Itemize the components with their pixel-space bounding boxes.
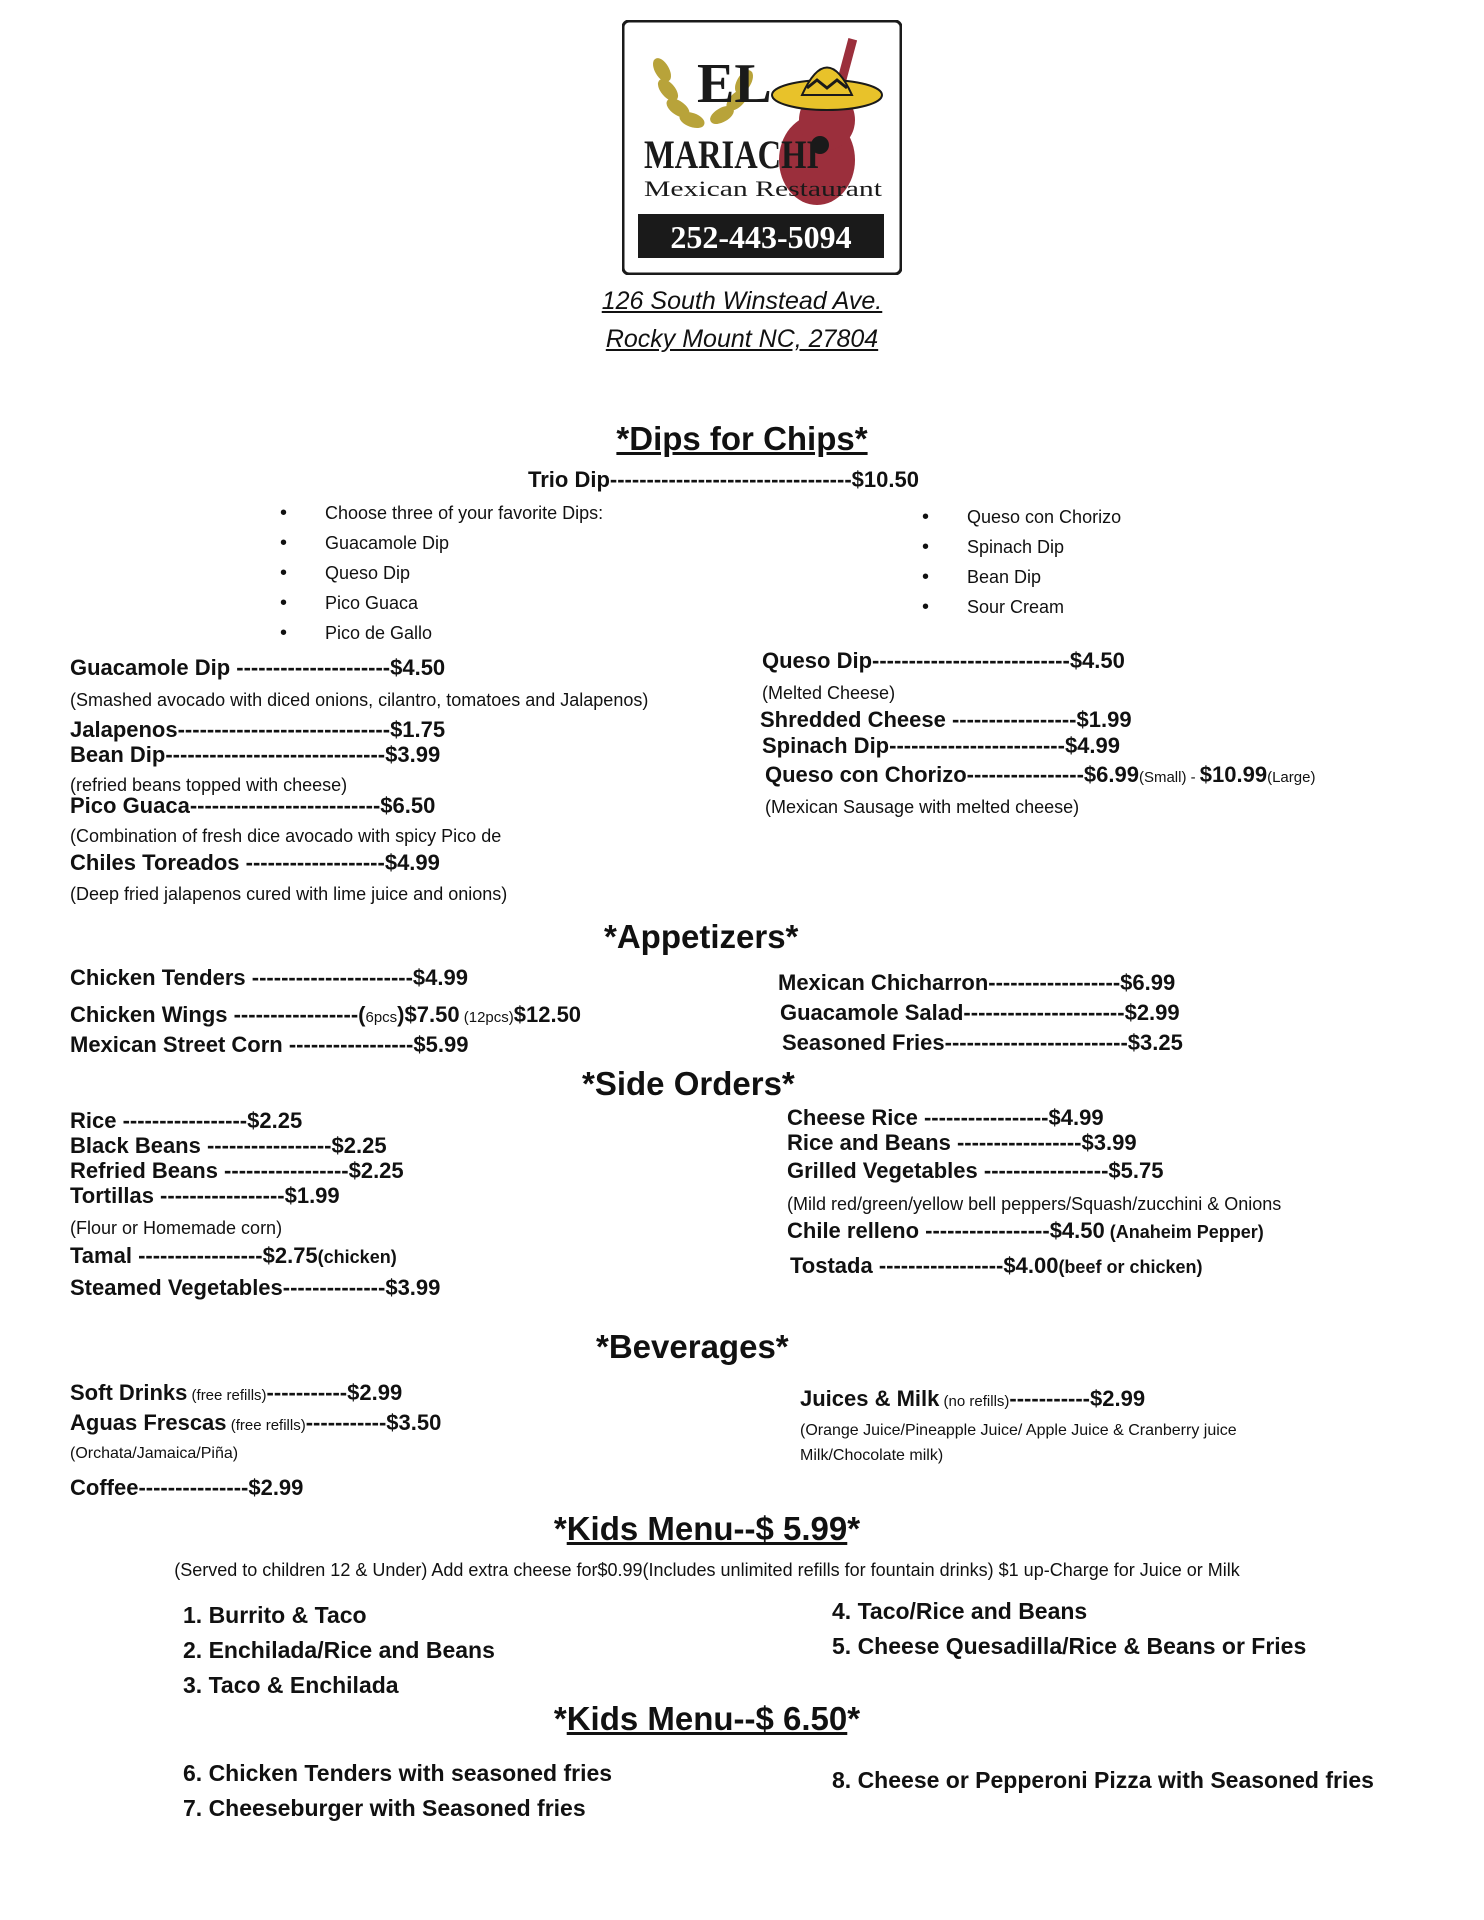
tostada-price: Tostada -----------------$4.00 xyxy=(790,1253,1059,1278)
list-item: • Sour Cream xyxy=(922,592,1121,622)
wings-12-price: $12.50 xyxy=(513,1002,582,1027)
juices-note: (no refills) xyxy=(939,1393,1010,1410)
list-item: • Queso con Chorizo xyxy=(922,502,1121,532)
chiles-note: (Deep fried jalapenos cured with lime juice and onions) xyxy=(70,884,508,904)
relleno-note: (Anaheim Pepper) xyxy=(1104,1222,1264,1242)
aguas-flavors: (Orchata/Jamaica/Piña) xyxy=(70,1445,239,1462)
side-tortillas: Tortillas -----------------$1.99 xyxy=(70,1183,340,1208)
side-grilled-vegetables: Grilled Vegetables -----------------$5.75 xyxy=(787,1158,1164,1183)
wings-6-price: )$7.50 xyxy=(397,1002,460,1027)
pico-note: (Combination of fresh dice avocado with spicy Pico de xyxy=(70,826,502,846)
list-item: • Pico de Gallo xyxy=(280,618,603,648)
kids2-star-left: * xyxy=(553,1700,567,1737)
chorizo-large-label: (Large) xyxy=(1267,769,1316,786)
queso-dip: Queso Dip---------------------------$4.50 xyxy=(762,648,1125,673)
pico-guaca: Pico Guaca--------------------------$6.50 xyxy=(70,793,436,818)
soft-label: Soft Drinks xyxy=(70,1380,188,1405)
kids1-star-left: * xyxy=(553,1510,567,1547)
grilled-note: (Mild red/green/yellow bell peppers/Squash/zucchini & Onions xyxy=(787,1194,1282,1214)
side-rice: Rice -----------------$2.25 xyxy=(70,1108,303,1133)
list-item: • Queso Dip xyxy=(280,558,603,588)
kids-menu-1-heading xyxy=(0,1510,1414,1548)
juices-price: -----------$2.99 xyxy=(1009,1386,1146,1411)
side-chile-relleno xyxy=(787,1218,1264,1244)
shredded-cheese: Shredded Cheese -----------------$1.99 xyxy=(760,707,1132,732)
trio-options-left xyxy=(280,498,603,648)
mexican-street-corn: Mexican Street Corn -----------------$5.99 xyxy=(70,1032,469,1057)
aguas-price: -----------$3.50 xyxy=(305,1410,442,1435)
aguas-frescas xyxy=(70,1410,441,1436)
chicken-wings xyxy=(70,1002,581,1028)
list-item: 7. Cheeseburger with Seasoned fries xyxy=(183,1795,586,1821)
chorizo-large-price: $10.99 xyxy=(1199,762,1268,787)
tortillas-note: (Flour or Homemade corn) xyxy=(70,1218,283,1238)
side-black-beans: Black Beans -----------------$2.25 xyxy=(70,1133,387,1158)
kids-menu-1-left xyxy=(183,1598,495,1703)
kids2-title: Kids Menu--$ 6.50 xyxy=(566,1700,848,1737)
side-refried-beans: Refried Beans -----------------$2.25 xyxy=(70,1158,404,1183)
bean-note: (refried beans topped with cheese) xyxy=(70,775,348,795)
side-tamal xyxy=(70,1243,397,1269)
coffee: Coffee---------------$2.99 xyxy=(70,1475,304,1500)
list-item: 3. Taco & Enchilada xyxy=(183,1672,399,1698)
appetizers-heading: *Appetizers* xyxy=(604,918,799,955)
kids1-title: Kids Menu--$ 5.99 xyxy=(566,1510,848,1547)
list-item: 5. Cheese Quesadilla/Rice & Beans or Fries xyxy=(832,1633,1307,1659)
tamal-note: (chicken) xyxy=(317,1247,397,1267)
juices-options-2: Milk/Chocolate milk) xyxy=(800,1447,944,1464)
bean-dip: Bean Dip------------------------------$3.99 xyxy=(70,742,441,767)
juices-and-milk xyxy=(800,1386,1145,1412)
restaurant-logo xyxy=(622,20,902,275)
aguas-note: (free refills) xyxy=(226,1417,306,1434)
kids-menu-1-right xyxy=(832,1594,1306,1664)
guacamole-salad: Guacamole Salad----------------------$2.99 xyxy=(780,1000,1180,1025)
list-item: • Bean Dip xyxy=(922,562,1121,592)
logo-phone: 252-443-5094 xyxy=(670,219,852,255)
logo-line1: EL xyxy=(697,53,772,115)
chorizo-small-price: Queso con Chorizo----------------$6.99 xyxy=(765,762,1139,787)
kids-menu-2-left xyxy=(183,1756,612,1826)
spinach-dip: Spinach Dip------------------------$4.99 xyxy=(762,733,1121,758)
address-line2: Rocky Mount NC, 27804 xyxy=(605,325,879,353)
beverages-heading: *Beverages* xyxy=(596,1328,789,1365)
aguas-label: Aguas Frescas xyxy=(70,1410,227,1435)
guacamole-dip: Guacamole Dip ---------------------$4.50 xyxy=(70,655,446,680)
list-item: 1. Burrito & Taco xyxy=(183,1602,367,1628)
list-item: • Spinach Dip xyxy=(922,532,1121,562)
wings-6pcs: 6pcs xyxy=(365,1009,398,1026)
kids1-star-right: * xyxy=(847,1510,861,1547)
soft-price: -----------$2.99 xyxy=(266,1380,403,1405)
trio-dip: Trio Dip---------------------------------$10.50 xyxy=(528,467,919,492)
logo-graphic xyxy=(622,20,902,275)
side-cheese-rice: Cheese Rice -----------------$4.99 xyxy=(787,1105,1104,1130)
list-item: • Guacamole Dip xyxy=(280,528,603,558)
trio-options-right xyxy=(922,502,1121,622)
soft-drinks xyxy=(70,1380,402,1406)
juices-label: Juices & Milk xyxy=(800,1386,940,1411)
seasoned-fries: Seasoned Fries-------------------------$3.25 xyxy=(782,1030,1183,1055)
dips-heading: *Dips for Chips* xyxy=(616,420,868,457)
tamal-price: Tamal -----------------$2.75 xyxy=(70,1243,318,1268)
jalapenos: Jalapenos-----------------------------$1.75 xyxy=(70,717,446,742)
list-item: 8. Cheese or Pepperoni Pizza with Seasoned fries xyxy=(832,1767,1374,1793)
wings-label: Chicken Wings -----------------( xyxy=(70,1002,366,1027)
side-rice-and-beans: Rice and Beans -----------------$3.99 xyxy=(787,1130,1137,1155)
queso-con-chorizo xyxy=(765,762,1315,788)
tostada-note: (beef or chicken) xyxy=(1058,1257,1203,1277)
logo-line3: Mexican Restaurant xyxy=(644,176,882,201)
kids-menu-note: (Served to children 12 & Under) Add extra cheese for$0.99(Includes unlimited refills for fountain drinks) $1 up-Charge for Juice or Milk xyxy=(174,1560,1240,1580)
guacamole-note: (Smashed avocado with diced onions, cilantro, tomatoes and Jalapenos) xyxy=(70,690,649,710)
soft-note: (free refills) xyxy=(187,1387,267,1404)
kids2-star-right: * xyxy=(847,1700,861,1737)
side-orders-heading: *Side Orders* xyxy=(582,1065,795,1102)
list-item: 4. Taco/Rice and Beans xyxy=(832,1598,1088,1624)
mexican-chicharron: Mexican Chicharron------------------$6.99 xyxy=(778,970,1176,995)
list-item: • Choose three of your favorite Dips: xyxy=(280,498,603,528)
chorizo-dash: - xyxy=(1186,769,1200,786)
relleno-price: Chile relleno -----------------$4.50 xyxy=(787,1218,1105,1243)
chorizo-small-label: (Small) xyxy=(1138,769,1187,786)
chorizo-note: (Mexican Sausage with melted cheese) xyxy=(765,797,1080,817)
address-line1: 126 South Winstead Ave. xyxy=(601,287,883,315)
chiles-toreados: Chiles Toreados -------------------$4.99 xyxy=(70,850,440,875)
queso-note: (Melted Cheese) xyxy=(762,683,896,703)
chicken-tenders: Chicken Tenders ----------------------$4.99 xyxy=(70,965,468,990)
juices-options-1: (Orange Juice/Pineapple Juice/ Apple Juice & Cranberry juice xyxy=(800,1422,1237,1439)
kids-menu-2-right xyxy=(832,1763,1374,1798)
kids-menu-2-heading xyxy=(0,1700,1414,1738)
list-item: 6. Chicken Tenders with seasoned fries xyxy=(183,1760,613,1786)
logo-line2: MARIACHI xyxy=(644,132,819,177)
list-item: 2. Enchilada/Rice and Beans xyxy=(183,1637,495,1663)
side-tostada xyxy=(790,1253,1202,1279)
wings-12pcs: (12pcs) xyxy=(459,1009,514,1026)
side-steamed-vegetables: Steamed Vegetables--------------$3.99 xyxy=(70,1275,441,1300)
list-item: • Pico Guaca xyxy=(280,588,603,618)
